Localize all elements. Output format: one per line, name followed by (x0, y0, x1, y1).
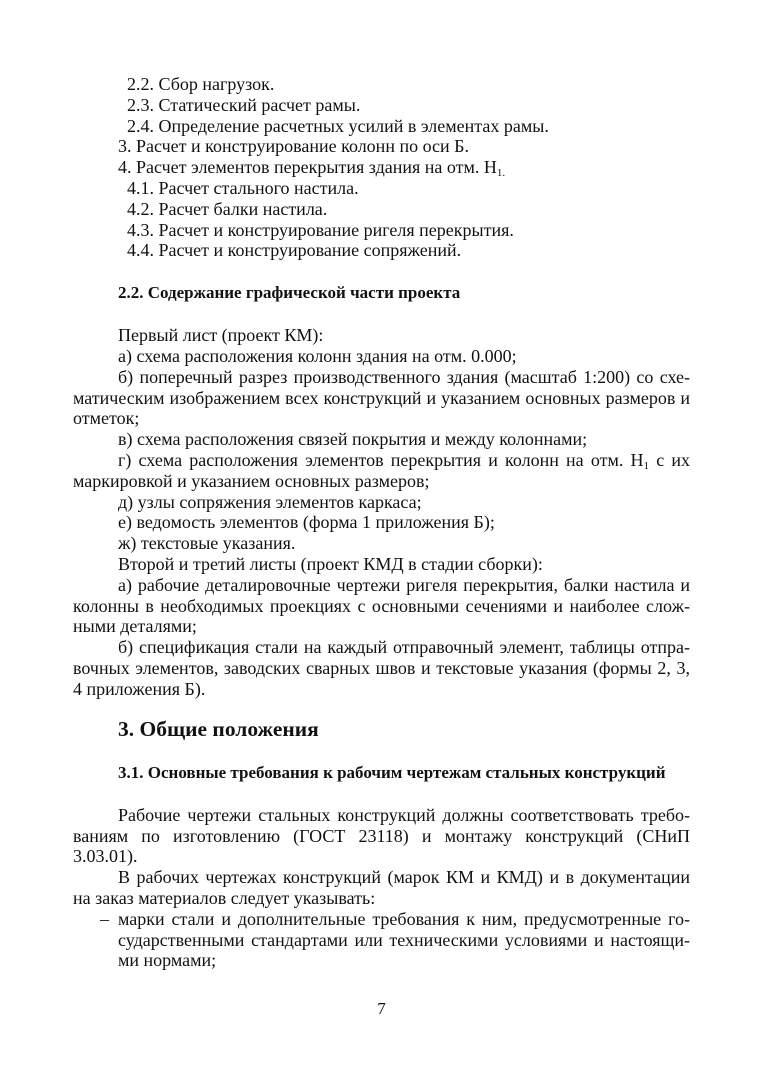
text-line: колонны в необходимых проекциях с основными сечениями и наиболее слож- (73, 595, 690, 616)
text-line: а) рабочие деталировочные чертежи ригеля перекрытия, балки настила и (118, 574, 690, 595)
text-line: е) ведомость элементов (форма 1 приложения Б); (118, 512, 495, 533)
text-line: марки стали и дополнительные требования к ним, предусмотренные го- (118, 908, 690, 929)
text-line: б) поперечный разрез производственного здания (масштаб 1:200) со схе- (118, 366, 690, 387)
contents-list (73, 74, 690, 261)
text-line: д) узлы сопряжения элементов каркаса; (118, 491, 422, 512)
list-item: 2.3. Статический расчет рамы. (127, 94, 361, 115)
section-heading: 3.1. Основные требования к рабочим чертежам стальных конструкций (118, 762, 666, 782)
section-body (73, 325, 690, 699)
text-line: ж) текстовые указания. (118, 533, 296, 554)
spacer (73, 700, 690, 716)
text-line: Первый лист (проект КМ): (118, 325, 324, 346)
subscript: 1 (643, 459, 650, 471)
text-line: ваниям по изготовлению (ГОСТ 23118) и монтажу конструкций (СНиП (73, 825, 690, 846)
text-line: Рабочие чертежи стальных конструкций должны соответствовать требо- (118, 804, 690, 825)
text-line: ми нормами; (118, 950, 217, 971)
section-heading: 2.2. Содержание графической части проекта (118, 282, 461, 302)
text-span: с их (649, 449, 690, 470)
list-item (73, 157, 690, 178)
list-item: 4.3. Расчет и конструирование ригеля перекрытия. (127, 219, 514, 240)
text-line: маркировкой и указанием основных размеров; (73, 470, 430, 491)
list-item: 2.4. Определение расчетных усилий в элементах рамы. (127, 115, 549, 136)
text-line: 4 приложения Б). (73, 678, 206, 699)
text-line: матическим изображением всех конструкций и указанием основных размеров и (73, 387, 690, 408)
list-item: 2.2. Сбор нагрузок. (127, 74, 275, 94)
list-item: 4.1. Расчет стального настила. (127, 177, 359, 198)
dash-bullet-icon: – (100, 908, 109, 929)
list-item: 4.2. Расчет балки настила. (127, 198, 328, 219)
text-line: 3.03.01). (73, 846, 138, 867)
list-item-text: 4. Расчет элементов перекрытия здания на отм. Н (118, 157, 497, 178)
list-item: 4.4. Расчет и конструирование сопряжений. (127, 240, 462, 261)
spacer (73, 742, 690, 763)
spacer (73, 304, 690, 326)
spacer (73, 783, 690, 805)
page-number: 7 (377, 999, 386, 1018)
chapter-heading: 3. Общие положения (118, 716, 319, 741)
text-line: Второй и третий листы (проект КМД в стадии сборки): (118, 553, 543, 574)
text-line: на заказ материалов следует указывать: (73, 888, 376, 909)
text-line: В рабочих чертежах конструкций (марок КМ и КМД) и в документации (118, 867, 690, 888)
text-line: ными деталями; (73, 616, 197, 637)
text-span: г) схема расположения элементов перекрытия и колонн на отм. Н (118, 449, 644, 470)
text-line: сударственными стандартами или техническими условиями и настоящи- (118, 929, 690, 950)
list-item: 3. Расчет и конструирование колонн по оси Б. (118, 136, 469, 157)
text-line: в) схема расположения связей покрытия и между колоннами; (118, 429, 588, 450)
text-line (73, 450, 690, 471)
bullet-item (73, 909, 690, 971)
text-line: отметок; (73, 408, 140, 429)
document-page (73, 74, 690, 971)
spacer (73, 261, 690, 283)
text-line: а) схема расположения колонн здания на отм. 0.000; (118, 345, 517, 366)
text-line: б) спецификация стали на каждый отправочный элемент, таблицы отпра- (118, 637, 690, 658)
subscript: 1. (496, 167, 506, 180)
section-body (73, 805, 690, 971)
text-line: вочных элементов, заводских сварных швов и текстовые указания (формы 2, 3, (73, 657, 690, 678)
